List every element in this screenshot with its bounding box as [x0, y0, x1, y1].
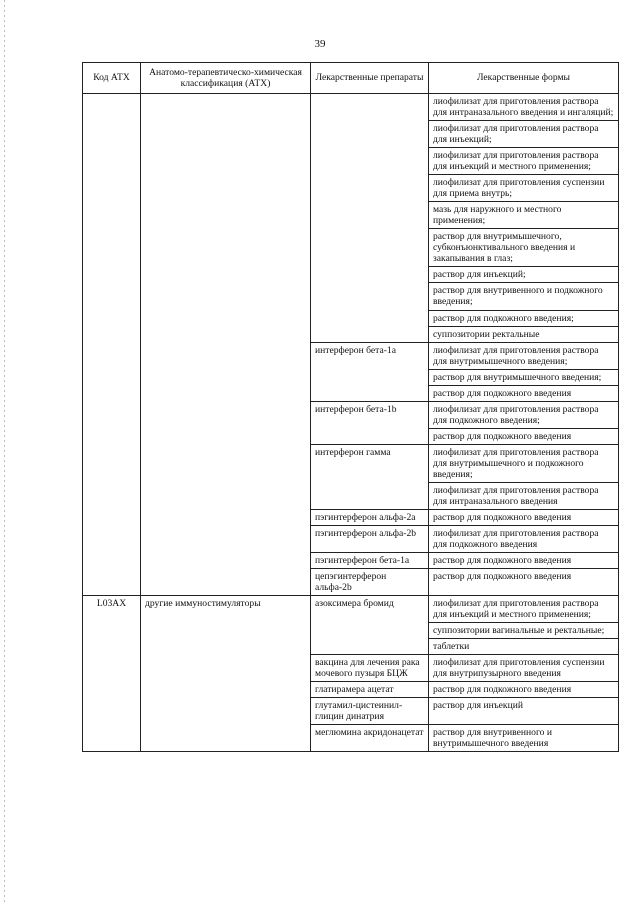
table-row: [83, 596, 619, 623]
dosage-form-cell: раствор для внутривенного и подкожного введения;: [429, 283, 619, 310]
atc-class-cell: другие иммуностимуляторы: [141, 596, 311, 752]
drug-name-cell: меглюмина акридонацетат: [311, 725, 429, 752]
dosage-form-cell: лиофилизат для приготовления раствора для интраназального введения: [429, 482, 619, 509]
dosage-form-cell: раствор для подкожного введения: [429, 553, 619, 569]
atc-class-cell: [141, 94, 311, 596]
dosage-form-cell: лиофилизат для приготовления раствора для внутримышечного введения;: [429, 342, 619, 369]
dosage-form-cell: лиофилизат для приготовления суспензии для внутрипузырного введения: [429, 655, 619, 682]
drug-name-cell: пэгинтерферон бета-1a: [311, 553, 429, 569]
dosage-form-cell: лиофилизат для приготовления раствора для интраназального введения и ингаляций;: [429, 94, 619, 121]
atc-table: [82, 62, 619, 752]
dosage-form-cell: мазь для наружного и местного применения;: [429, 202, 619, 229]
dosage-form-cell: раствор для инъекций: [429, 698, 619, 725]
dosage-form-cell: раствор для внутривенного и внутримышечного введения: [429, 725, 619, 752]
dosage-form-cell: таблетки: [429, 639, 619, 655]
dosage-form-cell: раствор для подкожного введения: [429, 385, 619, 401]
drug-name-cell: интерферон гамма: [311, 444, 429, 509]
drug-name-cell: пэгинтерферон альфа-2b: [311, 525, 429, 552]
dosage-form-cell: лиофилизат для приготовления раствора для подкожного введения: [429, 525, 619, 552]
dosage-form-cell: раствор для подкожного введения: [429, 509, 619, 525]
table-header-row: [83, 63, 619, 94]
drug-name-cell: пэгинтерферон альфа-2a: [311, 509, 429, 525]
table-body: [83, 94, 619, 752]
header-drugs: Лекарственные препараты: [311, 63, 429, 94]
dosage-form-cell: раствор для подкожного введения: [429, 428, 619, 444]
drug-name-cell: вакцина для лечения рака мочевого пузыря БЦЖ: [311, 655, 429, 682]
dosage-form-cell: раствор для подкожного введения: [429, 569, 619, 596]
dosage-form-cell: лиофилизат для приготовления раствора для инъекций;: [429, 121, 619, 148]
table-row: [83, 94, 619, 121]
drug-name-cell: интерферон бета-1a: [311, 342, 429, 401]
drug-name-cell: азоксимера бромид: [311, 596, 429, 655]
dosage-form-cell: лиофилизат для приготовления раствора для инъекций и местного применения;: [429, 596, 619, 623]
dosage-form-cell: лиофилизат для приготовления раствора для инъекций и местного применения;: [429, 148, 619, 175]
dosage-form-cell: лиофилизат для приготовления раствора для подкожного введения;: [429, 401, 619, 428]
drug-name-cell: глутамил-цистеинил-глицин динатрия: [311, 698, 429, 725]
dosage-form-cell: раствор для внутримышечного введения;: [429, 369, 619, 385]
dosage-form-cell: лиофилизат для приготовления суспензии для приема внутрь;: [429, 175, 619, 202]
header-atc: Анатомо-терапевтическо-химическая классификация (АТХ): [141, 63, 311, 94]
dosage-form-cell: суппозитории ректальные: [429, 326, 619, 342]
page-number: 39: [314, 38, 326, 50]
atc-code-cell: [83, 94, 141, 596]
header-forms: Лекарственные формы: [429, 63, 619, 94]
scan-edge: [4, 0, 5, 905]
dosage-form-cell: суппозитории вагинальные и ректальные;: [429, 623, 619, 639]
dosage-form-cell: раствор для внутримышечного, субконъюнктивального введения и закапывания в глаз;: [429, 229, 619, 267]
drug-name-cell: цепэгинтерферон альфа-2b: [311, 569, 429, 596]
dosage-form-cell: раствор для подкожного введения;: [429, 310, 619, 326]
dosage-form-cell: раствор для подкожного введения: [429, 682, 619, 698]
drug-name-cell: [311, 94, 429, 343]
header-code: Код АТХ: [83, 63, 141, 94]
drug-name-cell: глатирамера ацетат: [311, 682, 429, 698]
drug-name-cell: интерферон бета-1b: [311, 401, 429, 444]
atc-code-cell: L03AX: [83, 596, 141, 752]
dosage-form-cell: раствор для инъекций;: [429, 267, 619, 283]
dosage-form-cell: лиофилизат для приготовления раствора для внутримышечного и подкожного введения;: [429, 444, 619, 482]
